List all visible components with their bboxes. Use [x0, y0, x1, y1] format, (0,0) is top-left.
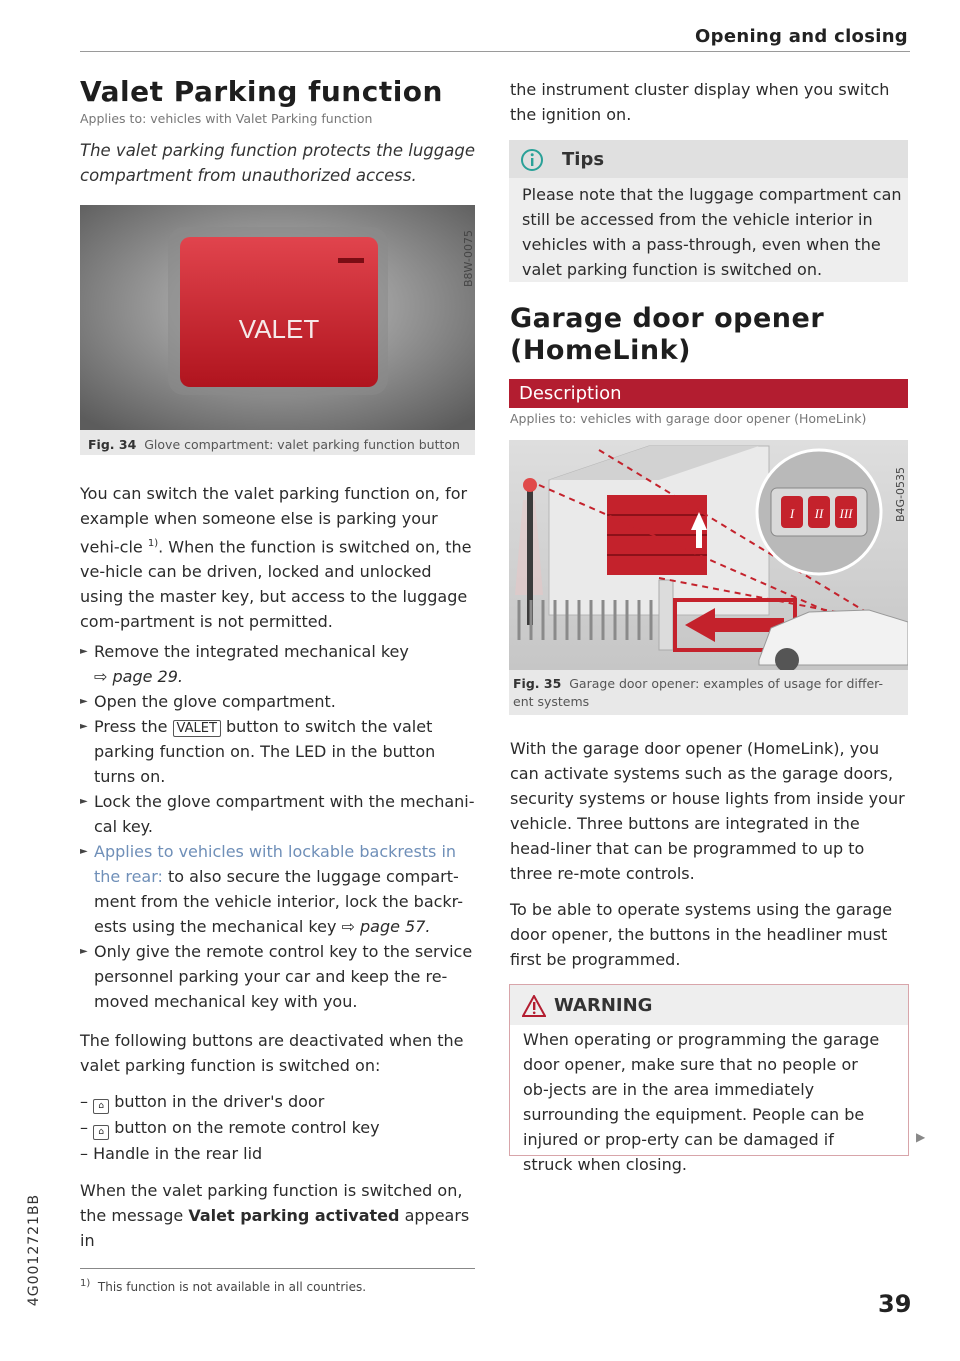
figure-35-code: B4G-0535	[894, 466, 907, 522]
info-icon	[520, 148, 544, 172]
warning-text: When operating or programming the garage door opener, make sure that no people or ob-jects are in the area immediately surrounding the equipment. People can be injured or prop-erty can be damaged if struck when closing.	[523, 1030, 880, 1174]
garage-para2: To be able to operate systems using the garage door opener, the buttons in the headliner must first be programmed.	[510, 900, 893, 969]
page-number: 39	[878, 1290, 912, 1318]
garage-title: Garage door opener (HomeLink)	[510, 303, 825, 366]
valet-title: Valet Parking function	[80, 75, 443, 108]
warning-triangle-icon	[522, 995, 546, 1017]
valet-steps	[80, 639, 475, 1014]
trunk-button-icon: ⌂	[93, 1125, 109, 1140]
continue-arrow-icon: ▶	[916, 1130, 926, 1144]
garage-para1: With the garage door opener (HomeLink), you can activate systems such as the garage doors, security systems or house lights from inside your vehicle. Three buttons are integrated in the head-liner that can be programmed to up to three re-mote controls.	[510, 739, 905, 883]
step-4: ► Lock the glove compartment with the mechani-cal key.	[80, 789, 475, 839]
tips-box	[509, 140, 908, 282]
deactivated-item-2: – ⌂ button on the remote control key	[80, 1115, 475, 1141]
step-2: ► Open the glove compartment.	[80, 689, 475, 714]
warning-box	[509, 984, 909, 1174]
tips-header	[509, 140, 908, 178]
figure-35	[509, 440, 908, 715]
section-header: Opening and closing	[695, 26, 908, 47]
footnote-rule	[80, 1268, 475, 1269]
tips-text: Please note that the luggage compartment can still be accessed from the vehicle interior in vehicles with a pass-through, even when the valet parking function is switched on.	[522, 185, 902, 279]
valet-para3: When the valet parking function is switched on, the message Valet parking activated appears in	[80, 1181, 470, 1250]
continued-text: the instrument cluster display when you switch the ignition on.	[510, 80, 890, 124]
warning-title: WARNING	[554, 995, 653, 1016]
valet-button-illustration	[80, 205, 475, 430]
valet-button-label: VALET	[238, 314, 320, 344]
valet-key: VALET	[173, 720, 221, 737]
step-5: ► Applies to vehicles with lockable backrests in the rear: to also secure the luggage compart-ment from the vehicle interior, lock the backr-ests using the mechanical key ⇨ page 57.	[80, 839, 475, 939]
header-rule	[80, 51, 910, 52]
step-6: ► Only give the remote control key to the service personnel parking your car and keep the re-moved mechanical key with you.	[80, 939, 475, 1014]
figure-34	[80, 205, 475, 455]
footnote: $^{1)}$ This function is not available in all countries.	[80, 1278, 367, 1294]
figure-34-code: B8W-0075	[462, 230, 475, 287]
trunk-button-icon: ⌂	[93, 1099, 109, 1114]
deactivated-item-3: – Handle in the rear lid	[80, 1144, 263, 1163]
step-1: ► Remove the integrated mechanical key ⇨ page 29.	[80, 639, 475, 689]
valet-para2: The following buttons are deactivated when the valet parking function is switched on:	[80, 1031, 464, 1075]
garage-applies: Applies to: vehicles with garage door opener (HomeLink)	[510, 411, 867, 426]
warning-header	[510, 985, 908, 1025]
tips-title: Tips	[562, 149, 605, 170]
homelink-button-1: I	[789, 506, 795, 521]
valet-intro: The valet parking function protects the luggage compartment from unauthorized access.	[80, 141, 475, 185]
step-3: ► Press the VALET button to switch the valet parking function on. The LED in the button turns on.	[80, 714, 475, 789]
deactivated-list	[80, 1089, 475, 1167]
description-bar: Description	[509, 379, 908, 408]
figure-34-caption: Fig. 34 Glove compartment: valet parking function button	[88, 437, 460, 452]
figure-35-caption: Fig. 35 Garage door opener: examples of usage for differ-ent systems	[513, 676, 884, 709]
garage-illustration	[509, 440, 908, 670]
homelink-button-2: II	[814, 506, 824, 521]
deactivated-item-1: – ⌂ button in the driver's door	[80, 1089, 475, 1115]
homelink-button-3: III	[839, 506, 853, 521]
document-id: 4G0012721BB	[26, 1193, 42, 1307]
valet-para1: You can switch the valet parking function on, for example when someone else is parking your vehi-cle $^{1)}$. When the function is switched on, the ve-hicle can be driven, locked and unlocked using the master key, but access to the luggage com-partment is not permitted.	[80, 484, 472, 632]
valet-applies: Applies to: vehicles with Valet Parking function	[80, 111, 373, 126]
